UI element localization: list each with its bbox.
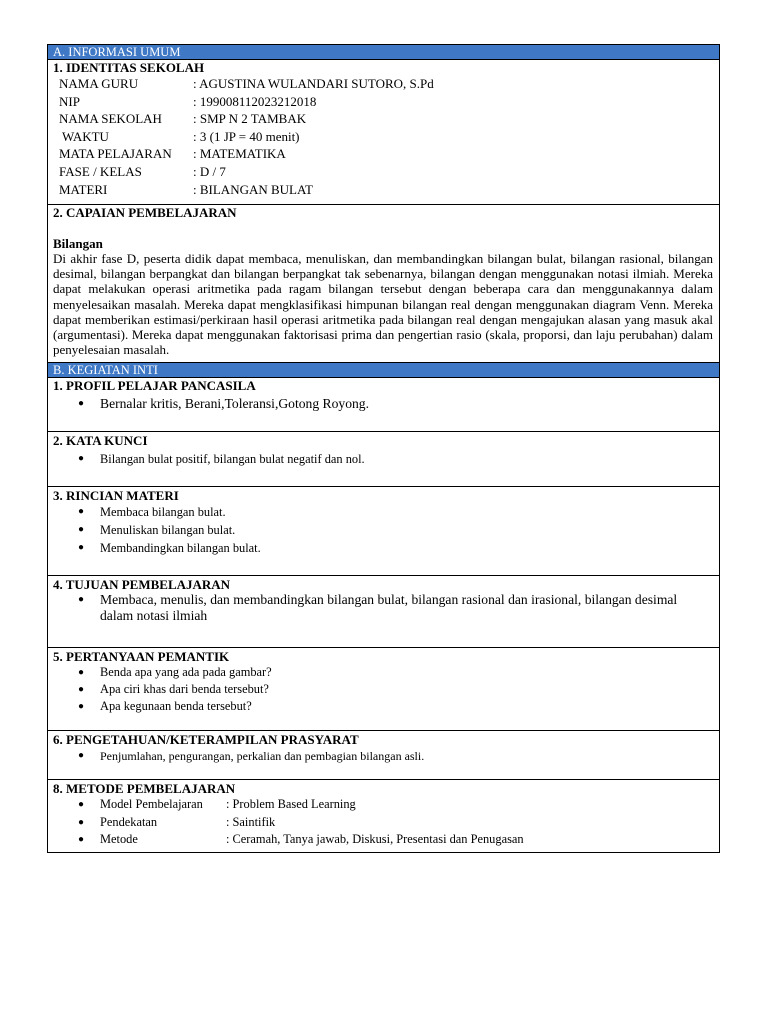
list-item: ● Pendekatan : Saintifik xyxy=(48,814,719,832)
bullet-icon: ● xyxy=(78,398,85,409)
list-item: ● Apa kegunaan benda tersebut? xyxy=(78,699,252,713)
bullet-icon: ● xyxy=(78,816,85,828)
document-table xyxy=(47,44,720,853)
bullet-icon: ● xyxy=(78,594,85,605)
pemantik-block xyxy=(48,649,719,731)
rincian-heading: 3. RINCIAN MATERI xyxy=(53,488,179,503)
identity-value: : AGUSTINA WULANDARI SUTORO, S.Pd xyxy=(193,76,434,91)
tujuan-heading: 4. TUJUAN PEMBELAJARAN xyxy=(53,577,231,592)
list-item: ● Bernalar kritis, Berani,Toleransi,Gotong Royong. xyxy=(78,396,369,411)
rincian-block xyxy=(48,488,719,576)
identity-label: NIP xyxy=(59,93,80,109)
identity-row xyxy=(48,163,719,181)
metode-heading: 8. METODE PEMBELAJARAN xyxy=(53,781,236,796)
bullet-icon: ● xyxy=(78,701,85,712)
list-item: ● Menuliskan bilangan bulat. xyxy=(78,523,236,537)
identity-row xyxy=(48,75,719,93)
list-item: ● Benda apa yang ada pada gambar? xyxy=(78,665,272,679)
prasyarat-heading: 6. PENGETAHUAN/KETERAMPILAN PRASYARAT xyxy=(53,732,359,747)
bullet-icon: ● xyxy=(78,684,85,695)
capaian-subheading: Bilangan xyxy=(53,236,103,251)
identity-value: : SMP N 2 TAMBAK xyxy=(193,111,307,127)
identity-row xyxy=(48,128,719,146)
identity-label: NAMA SEKOLAH xyxy=(59,111,162,127)
identity-label: WAKTU xyxy=(59,128,109,144)
identity-label: MATA PELAJARAN xyxy=(59,146,172,162)
identity-value: : BILANGAN BULAT xyxy=(193,181,313,197)
identity-value: : 3 (1 JP = 40 menit) xyxy=(193,128,300,144)
list-item: ● Metode : Ceramah, Tanya jawab, Diskusi, Presentasi dan Penugasan xyxy=(48,831,719,849)
profil-block xyxy=(48,378,719,432)
identitas-heading: 1. IDENTITAS SEKOLAH xyxy=(53,60,205,75)
list-item: ● Membandingkan bilangan bulat. xyxy=(78,541,261,555)
capaian-heading: 2. CAPAIAN PEMBELAJARAN xyxy=(53,205,237,220)
list-item: ● Membaca, menulis, dan membandingkan bilangan bulat, bilangan rasional dan irasional, bilangan desimal dalam notasi ilmiah xyxy=(78,592,678,623)
bullet-icon: ● xyxy=(78,542,85,553)
bullet-icon: ● xyxy=(78,834,85,845)
list-item: ● Membaca bilangan bulat. xyxy=(78,505,226,519)
identitas-sekolah-block xyxy=(48,60,719,205)
bullet-icon: ● xyxy=(78,506,85,517)
bullet-icon: ● xyxy=(78,524,85,535)
tujuan-block xyxy=(48,577,719,648)
kata-kunci-heading: 2. KATA KUNCI xyxy=(53,433,148,448)
identity-label: FASE / KELAS xyxy=(59,163,142,179)
identity-value: : D / 7 xyxy=(193,163,226,179)
identity-row xyxy=(48,181,719,199)
section-b-bar: B. KEGIATAN INTI xyxy=(48,363,719,378)
capaian-paragraph: Di akhir fase D, peserta didik dapat membaca, menuliskan, dan membandingkan bilangan bulat, bilangan rasional, bilangan desimal, bilangan berpangkat dan bilangan berpangkat tak sebenarnya, bilangan dengan menggunakan notasi ilmiah. Mereka dapat melakukan operasi aritmetika pada ragam bilangan tersebut dengan beberapa cara dan menggunakannya dalam menyelesaikan masalah. Mereka dapat mengklasifikasi himpunan bilangan real dengan menggunakan diagram Venn. Mereka dapat memberikan estimasi/perkiraan hasil operasi aritmetika pada bilangan real dengan mengajukan alasan yang masuk akal (argumentasi). Mereka dapat menggunakan faktorisasi prima dan pengertian rasio (skala, proporsi, dan laju perubahan) dalam penyelesaian masalah. xyxy=(53,251,713,358)
bullet-icon: ● xyxy=(78,453,85,464)
list-item: ● Bilangan bulat positif, bilangan bulat negatif dan nol. xyxy=(78,452,365,466)
list-item: ● Penjumlahan, pengurangan, perkalian dan pembagian bilangan asli. xyxy=(78,749,425,763)
profil-heading: 1. PROFIL PELAJAR PANCASILA xyxy=(53,378,256,393)
list-item: ● Model Pembelajaran : Problem Based Learning xyxy=(48,796,719,814)
metode-block xyxy=(48,781,719,852)
kata-kunci-block xyxy=(48,433,719,487)
section-a-bar: A. INFORMASI UMUM xyxy=(48,45,719,60)
pemantik-heading: 5. PERTANYAAN PEMANTIK xyxy=(53,649,230,664)
capaian-block xyxy=(48,205,719,363)
prasyarat-block xyxy=(48,732,719,780)
bullet-icon: ● xyxy=(78,667,85,678)
identity-label: NAMA GURU xyxy=(59,76,139,91)
identity-row xyxy=(48,145,719,163)
bullet-icon: ● xyxy=(78,750,85,761)
bullet-icon: ● xyxy=(78,799,85,810)
identity-value: : MATEMATIKA xyxy=(193,146,286,162)
list-item: ● Apa ciri khas dari benda tersebut? xyxy=(78,682,269,696)
identity-label: MATERI xyxy=(59,181,108,197)
identity-row xyxy=(48,93,719,111)
identity-value: : 199008112023212018 xyxy=(193,93,317,109)
identity-row xyxy=(48,110,719,128)
